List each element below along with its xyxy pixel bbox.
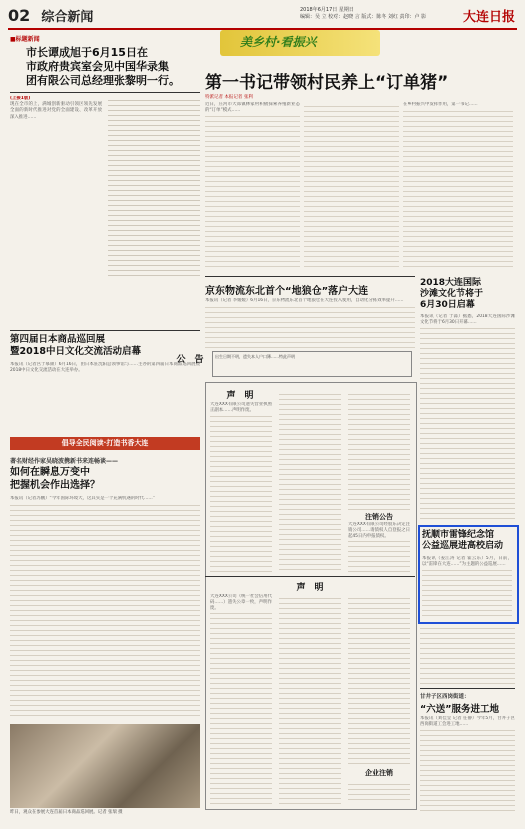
statement-col-1 [210,402,272,572]
ganjingzi-text: 本报讯（刘佳莹 记者 任静）今年5月，甘井子区西岗街道工会进工地…… [420,716,515,728]
leifeng-body [422,556,512,616]
enterprise-deregistration-heading: 企业注销 [365,769,393,777]
lead-title-line-1: 市长谭成旭于6月15日在 [26,46,148,59]
jd-story-title: 京东物流东北首个“地狼仓”落户大连 [205,286,369,297]
ganjingzi-body [420,716,515,812]
masthead-date [300,7,440,21]
exhibition-photo [10,724,200,808]
jd-story-body [205,298,415,350]
lead-story-sidebar: 在乡村振兴中发挥作用，第一书记…… [403,102,513,108]
statement2-heading: 声 明 [296,583,324,593]
deregistration-heading: 注销公告 [365,513,393,521]
notice-text: 出生日期不明，遗失本人户口簿……特此声明 [215,354,295,359]
statement2-col-2 [279,594,341,804]
lead-body: 现在全市的上，满城创新驱动引领区领先发展全面的新时代推进对党的全面建设、改革开放深入推进…… [10,102,102,120]
date-line: 2018年6月17日 星期日 [300,7,354,13]
story3-kicker: 著名财经作家吴晓波携新书来连畅谈—— [10,458,119,465]
lead-title-line-2: 市政府贵宾室会见中国华录集 [26,60,169,73]
lead-story-title: 第一书记带领村民养上“订单猪” [205,73,449,93]
banner-text: 美乡村·看振兴 [240,35,317,49]
statement-col-2 [279,390,341,572]
sand-festival-text: 本报讯（记者 于淼）据悉，2018大连国际沙滩文化节将于6月30日开幕…… [420,314,515,326]
leifeng-text: 本报讯（姜江涛 记者 霍云东）5月，日前，以“雷锋在大连……”为主题的公益巡展…… [422,556,512,568]
story2-body [10,362,200,432]
leifeng-title-line-2: 公益巡展进高校启动 [422,541,504,551]
story3-title-line-2: 把握机会作出选择？ [10,480,100,491]
photo-caption: 昨日，观众在参展大连首届日本商品巡回展。记者 张瑞 摄 [10,810,123,815]
story3-title [10,466,200,492]
jd-story-text: 本报讯（记者 李媛媛）6月16日，京东物流东北首个地狼仓在大连投入使用，自动化分拣效率提升…… [205,298,415,304]
divider [10,92,200,93]
statement2-text: 大连XXX公司（统一社会信用代码……）遗失公章一枚，声明作废。 [210,594,272,612]
lead-title-line-3: 团有限公司总经理张黎明一行。 [26,74,180,87]
sand-festival-title [420,278,515,311]
newspaper-logo: 大连日报 [462,10,515,25]
story2-title-line-1: 第四届日本商品巡回展 [10,334,106,345]
byline: 特派记者 本报记者 张利 [205,95,253,100]
page-number: 02 [8,6,31,25]
section-title: 综合新闻 [41,10,94,25]
sand-festival-title-line-1: 2018大连国际 [420,278,482,288]
statement2-col-3 [348,594,410,764]
divider [205,576,415,577]
notice-heading: 公 告 [176,355,204,365]
divider [10,330,200,331]
lead-story-col-3 [403,102,513,270]
edit-line: 编辑：吴 立 校对：赵晓 言 版式：陈冬 刘红 责印：卢 影 [300,14,427,20]
statement-text: 大连XXX有限公司遗失营业执照正副本……声明作废。 [210,402,272,414]
lead-story-col-2 [304,102,399,270]
leifeng-title-line-1: 抚顺市雷锋纪念馆 [422,530,495,540]
sand-festival-title-line-2: 沙滩文化节将于 [420,289,484,299]
continued-tag: (上接1版) [10,96,31,101]
statement-col-3 [348,390,410,510]
divider [205,276,415,277]
statement2-col-1 [210,594,272,804]
lead-kicker: ■标题新闻 [10,36,40,43]
story3-title-line-1: 如何在瞬息万变中 [10,467,90,478]
enterprise-deregistration-body [348,780,410,804]
reading-slogan-banner: 倡导全民阅读·打造书香大连 [10,437,200,450]
notice-box [212,351,412,377]
deregistration-text: 大连XXX有限公司经股东决定注销公司……请债权人自登报之日起45日内申报债权。 [348,522,410,540]
lead-title [26,46,206,88]
leifeng-body-cont [420,624,515,684]
divider [420,688,515,689]
sand-festival-body [420,314,515,522]
lead-body-col-2 [108,96,200,276]
lead-story-text: 近日，庄河市大郑镇林家村积极探索养殖新业态的“订单”模式…… [205,102,300,114]
statement-heading: 声 明 [226,391,254,401]
story2-title-line-2: 暨2018中日文化交流活动启幕 [10,346,141,357]
ganjingzi-title: “六送”服务进工地 [420,704,499,715]
sand-festival-title-line-3: 6月30日启幕 [420,300,475,310]
lead-story-col-1 [205,102,300,270]
masthead-left [8,6,128,26]
story3-body [10,496,200,716]
story3-body-text: 本报讯（记者苏鹏）“今年国际环境大，这其实是一个充满机遇的时代……” [10,496,200,502]
ganjingzi-kicker: 甘井子区西岗街道： [420,694,470,700]
leifeng-title [422,530,512,552]
story2-body-text: 本报讯（记者宫于慕颜）6月16日，由日本驻沈阳总领事馆与……主办的第四届日本商品巡回展暨2018中日文化交流活动在大连举办。 [10,362,200,374]
deregistration-body [348,522,410,572]
lead-body-col-1 [10,96,102,276]
